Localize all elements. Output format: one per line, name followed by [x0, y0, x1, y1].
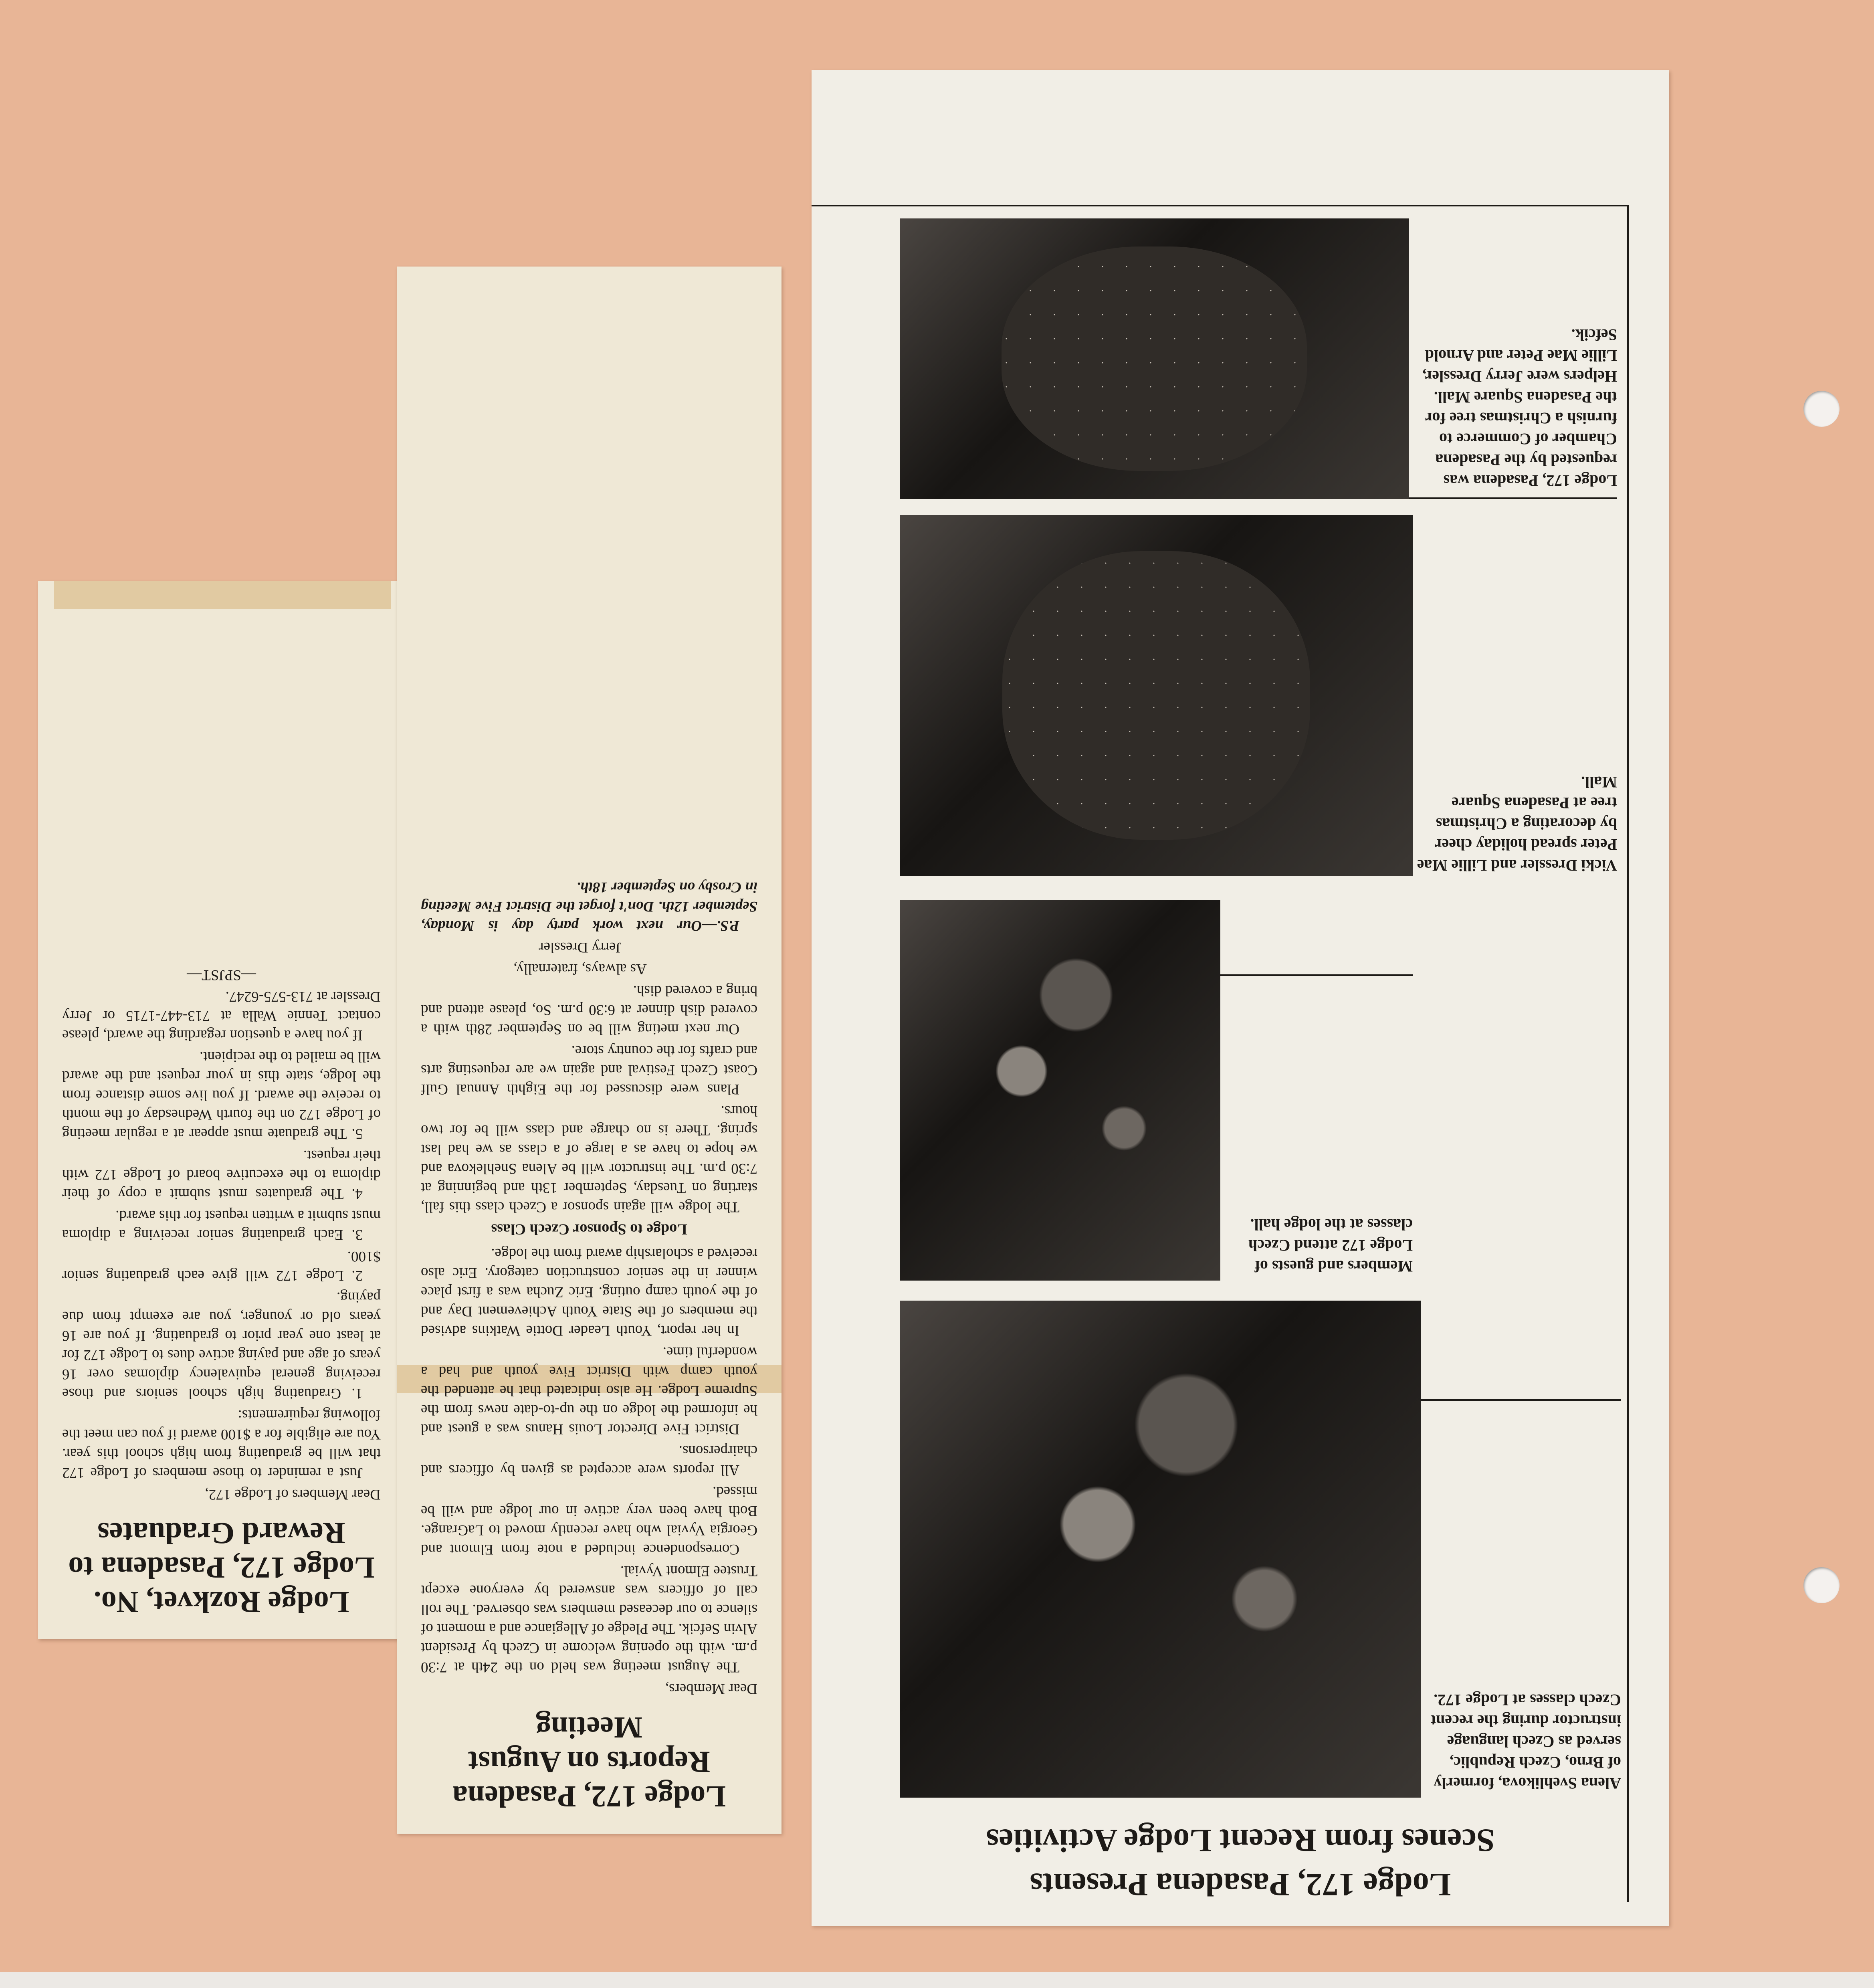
left-clipping-paragraph: If you have a question regarding the award, please contact Tennie Walla at 713-447-1715 or Jerry Dressler at 713-575-6247.: [62, 988, 381, 1043]
middle-clipping-headline: Lodge 172, Pasadena Reports on August Meeting: [452, 1711, 726, 1813]
middle-clipping-paragraph: All reports were accepted as given by officers and chairpersons.: [421, 1443, 757, 1478]
left-clipping: [38, 581, 405, 1639]
middle-clipping-body: [421, 877, 757, 1698]
right-clipping: [812, 70, 1669, 1926]
middle-clipping-closing: As always, fraternally,: [513, 961, 647, 977]
middle-clipping-paragraph: The August meeting was held on the 24th at 7:30 p.m. with the opening welcome in Czech by President Alvin Sefcik. The Pledge of Allegiance and a moment of silence to our deceased members was observed. The roll call of officers was answered by everyone except Trustee Elmont Vyvial.: [421, 1563, 757, 1675]
photo-czech-instructor: [900, 1301, 1421, 1798]
middle-clipping-paragraph: Our next meting will be on September 28th with a covered dish dinner at 6:30 p.m. So, please attend and bring a covered dish.: [421, 982, 757, 1037]
photo-caption: Alena Svehlikova, formerly of Brno, Czech Republic, served as Czech language instructor during the recent Czech classes at Lodge 172.: [1430, 1691, 1621, 1792]
photo-czech-class: [900, 900, 1220, 1281]
middle-clipping-content: [397, 267, 782, 1834]
right-clipping-headline-line1: Lodge 172, Pasadena Presents: [1030, 1867, 1451, 1903]
photo-mall-christmas-tree: [900, 218, 1409, 499]
scan-bottom-edge: [0, 1972, 1874, 1988]
middle-clipping-paragraph: Correspondence included a note from Elmont and Georgia Vyvial who have recently moved to LaGrange. Both have been very active in our lodge and will be missed.: [421, 1483, 757, 1558]
right-clipping-content: [812, 70, 1669, 1926]
left-clipping-signature: —SPJST—: [187, 967, 256, 983]
right-clipping-border-rule: [1627, 206, 1629, 1902]
christmas-tree: [1002, 551, 1310, 840]
middle-clipping-paragraph: The lodge will again sponsor a Czech class this fall, starting on Tuesday, September 13th and beginning at 7:30 p.m. The instructor will be Alena Snehlekova and we hope to have as a large of a class as we had last spring. There is no charge and class will be for two hours.: [421, 1103, 757, 1215]
left-clipping-content: [38, 581, 405, 1639]
right-clipping-top-rule: [812, 205, 1629, 206]
middle-clipping-closing-name: Jerry Dressler: [539, 939, 622, 956]
photo-caption: Members and guests of Lodge 172 attend Czech classes at the lodge hall.: [1248, 1216, 1413, 1275]
left-clipping-paragraph: 3. Each graduating senior receiving a diploma must submit a written request for this award.: [62, 1207, 381, 1243]
caption-rule: [1421, 1399, 1621, 1401]
middle-clipping-paragraph: Plans were discussed for the Eighth Annual Gulf Coast Czech Festival and again we are requesting arts and crafts for the country store.: [421, 1042, 757, 1097]
left-clipping-paragraph: 5. The graduate must appear at a regular meeting of Lodge 172 on the fourth Wednesday of the month to receive the award. If you live some distance from the lodge, state this in your request and the award will be mailed to the recipient.: [62, 1049, 381, 1142]
middle-clipping-subhead: Lodge to Sponsor Czech Class: [491, 1221, 687, 1238]
caption-rule: [1220, 974, 1413, 976]
left-clipping-paragraph: 2. Lodge 172 will give each graduating senior $100.: [62, 1248, 381, 1284]
middle-clipping-postscript: P.S.—Our next work party day is Monday, September 12th. Don't forget the District Five Meeting in Crosby on September 18th.: [421, 879, 757, 934]
binder-hole-bottom: [1803, 1567, 1840, 1603]
left-clipping-paragraph: 4. The graduates must submit a copy of their diploma to the executive board of Lodge 172 with their request.: [62, 1147, 381, 1202]
photo-christmas-tree-decorating: [900, 515, 1413, 876]
photo-caption: Vicki Dressler and Lillie Mae Peter spread holiday cheer by decorating a Christmas tree at Pasadena Square Mall.: [1417, 773, 1617, 875]
middle-clipping: [397, 267, 782, 1834]
left-clipping-body: [62, 965, 381, 1504]
middle-clipping-greeting: Dear Members,: [665, 1681, 757, 1697]
binder-hole-top: [1803, 391, 1840, 427]
christmas-tree: [1002, 246, 1307, 471]
right-clipping-headline-line2: Scenes from Recent Lodge Activities: [986, 1822, 1495, 1859]
left-clipping-paragraph: 1. Graduating high school seniors and those receiving general equivalency diplomas over 16 years of age and paying active dues to Lodge 172 for at least one year prior to graduating. If you are 16 years old or younger, you are exempt from due paying.: [62, 1289, 381, 1402]
caption-rule: [1409, 497, 1617, 499]
middle-clipping-paragraph: In her report, Youth Leader Dottie Watkins advised the members of the State Youth Achievement Day and of the youth camp outing. Eric Zucha was a first place winner in the senior construction category. Eric also received a scholarship award from the lodge.: [421, 1245, 757, 1339]
left-clipping-headline: Lodge Rozkvet, No. Lodge 172, Pasadena to Reward Graduates: [68, 1516, 375, 1619]
middle-clipping-paragraph: District Five Director Louis Hanus was a guest and he informed the lodge on the up-to-date news from the Supreme Lodge. He also indicated that he attended the youth camp with District Five youth and had a wonderful time.: [421, 1344, 757, 1437]
left-clipping-greeting: Dear Members of Lodge 172,: [205, 1486, 381, 1503]
left-clipping-paragraph: Just a reminder to those members of Lodge 172 that will be graduating from high school this year. You are eligible for a $100 award if you can meet the following requirements:: [62, 1407, 381, 1481]
photo-caption: Lodge 172, Pasadena was requested by the Pasadena Chamber of Commerce to furnish a Christmas tree for the Pasadena Square Mall. Helpers were Jerry Dressler, Lillie Mae Peter and Arnold Sefcik.: [1422, 326, 1617, 490]
